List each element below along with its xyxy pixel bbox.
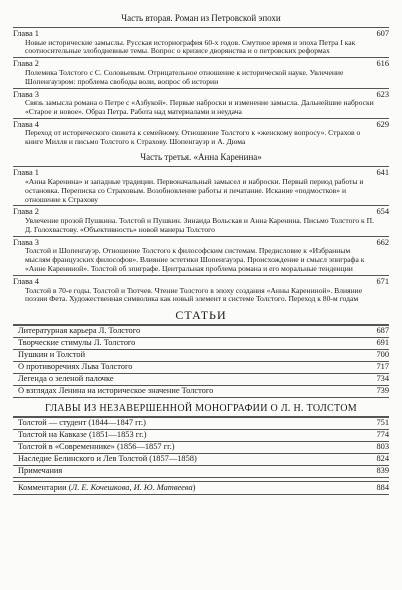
chapter-entry [13,27,389,57]
commentary-prefix: Комментарии ( [18,483,72,493]
article-entry [13,362,389,374]
article-entry [13,325,389,338]
chapter-entry [13,275,389,305]
article-title: Пушкин и Толстой [18,350,86,360]
article-entry [13,386,389,398]
chapter-label: Глава 4 [13,277,39,286]
page-number: 824 [376,454,389,464]
article-title: О противоречиях Льва Толстого [18,362,133,372]
commentary-entry [13,481,389,495]
chapter-description: Связь замысла романа о Петре с «Азбукой». Первые наброски и изменение замысла. Дальнейшие наброски «Старое и новое». Образ Петра. Работа над материалами и неудача [25,98,374,117]
page-number: 641 [376,168,389,178]
page-number: 774 [376,430,389,440]
commentary-authors: Л. Е. Кочешкова, И. Ю. Матвеева [71,483,193,493]
chapter-label: Глава 1 [13,29,39,38]
article-title: О взглядах Ленина на историческое значение Толстого [18,386,214,396]
monograph-chapter-title: Толстой — студент (1844—1847 гг.) [18,418,146,428]
chapter-entry [13,166,389,205]
monograph-list [13,416,389,478]
monograph-entry [13,466,389,478]
page-number: 616 [376,59,389,69]
page-number: 700 [376,350,389,360]
chapter-entry [13,205,389,235]
monograph-chapter-title: Наследие Белинского и Лев Толстой (1857—1858) [18,454,197,464]
page-number: 739 [376,386,389,396]
article-entry [13,350,389,362]
commentary-title [18,483,372,493]
monograph-chapter-title: Примечания [18,466,63,476]
chapter-description: Новые исторические замыслы. Русская историография 60-х годов. Смутное время и эпоха Петра I как соотносительные злободневные темы. Вопрос о кризисе дворянства и о петровских реформах [25,37,356,56]
article-title: Легенда о зеленой палочке [18,374,114,384]
chapter-description: Полемика Толстого с С. Соловьевым. Отрицательное отношение к исторической науке. Увлечение Шопенгауэром: проблема свободы воли, вопрос об истории [25,67,344,86]
page-number: 717 [376,362,389,372]
chapter-entry [13,88,389,118]
monograph-entry [13,417,389,430]
monograph-heading: ГЛАВЫ ИЗ НЕЗАВЕРШЕННОЙ МОНОГРАФИИ О Л. Н. ТОЛСТОМ [45,403,357,415]
page-number: 839 [376,466,389,476]
page-number: 623 [376,89,389,99]
chapter-description: Толстой в 70-е годы. Толстой и Тютчев. Чтение Толстого в эпоху создания «Анны Карениной». Влияние поэзии Фета. Художественная символика как новый элемент в системе Толстого. Переход к 80-м годам [25,285,363,304]
monograph-chapter-title: Толстой в «Современнике» (1856—1857 гг.) [18,442,175,452]
chapter-entry [13,236,389,275]
page-number: 884 [376,483,389,493]
chapter-description: «Анна Каренина» и западные традиции. Первоначальный замысел и наброски. Первый период работы и остановка. Переписка со Страховым. Возобновление работы и печатание. Искание «подмостков» и отношение к Страхову [25,176,364,204]
page-number: 629 [376,119,389,129]
articles-heading: СТАТЬИ [175,308,227,323]
chapter-label: Глава 3 [13,89,39,99]
page-number: 751 [376,418,389,428]
part2-title: Часть вторая. Роман из Петровской эпохи [121,13,281,23]
page-number: 803 [376,442,389,452]
monograph-chapter-title: Толстой на Кавказе (1851—1853 гг.) [18,430,147,440]
article-entry [13,374,389,386]
page-number: 671 [376,277,389,286]
chapter-description: Увлечение прозой Пушкина. Толстой и Пушкин. Зинаида Вольская и Анна Каренина. Письмо Толстого к П. Д. Голохвастову. «Объективность» новой манеры Толстого [25,215,374,234]
chapter-label: Глава 2 [13,207,39,217]
chapter-entry [13,57,389,87]
part3-chapters [13,166,389,305]
monograph-entry [13,442,389,454]
article-title: Литературная карьера Л. Толстого [18,326,141,336]
chapter-entry [13,118,389,148]
chapter-label: Глава 3 [13,237,39,247]
article-entry [13,338,389,350]
part2-chapters [13,27,389,148]
commentary-suffix: ) [192,483,196,493]
chapter-label: Глава 1 [13,168,39,178]
chapter-description: Толстой и Шопенгауэр. Отношение Толстого к философским системам. Предисловие к «Избранным мыслям французских философов». Влияние эстетики Шопенгауэра. Происхождение и смысл эпиграфа к «Анне Карениной». Толстой об эпиграфе. Центральная проблема романа и его моральные тенденции [25,246,365,274]
monograph-entry [13,430,389,442]
articles-list [13,324,389,398]
chapter-label: Глава 4 [13,119,39,129]
page-number: 654 [376,207,389,217]
page-number: 734 [376,374,389,384]
part3-title: Часть третья. «Анна Каренина» [140,152,262,163]
page-number: 687 [376,326,389,336]
page-number: 691 [376,338,389,348]
chapter-description: Переход от исторического сюжета к семейному. Отношение Толстого к «женскому вопросу». Страхов о книге Милля и письмо Толстого к Страхову. Шопенгауэр и А. Дюма [25,128,361,147]
chapter-label: Глава 2 [13,59,39,69]
monograph-entry [13,454,389,466]
page-number: 662 [376,237,389,247]
page-number: 607 [376,29,389,38]
article-title: Творческие стимулы Л. Толстого [18,338,136,348]
